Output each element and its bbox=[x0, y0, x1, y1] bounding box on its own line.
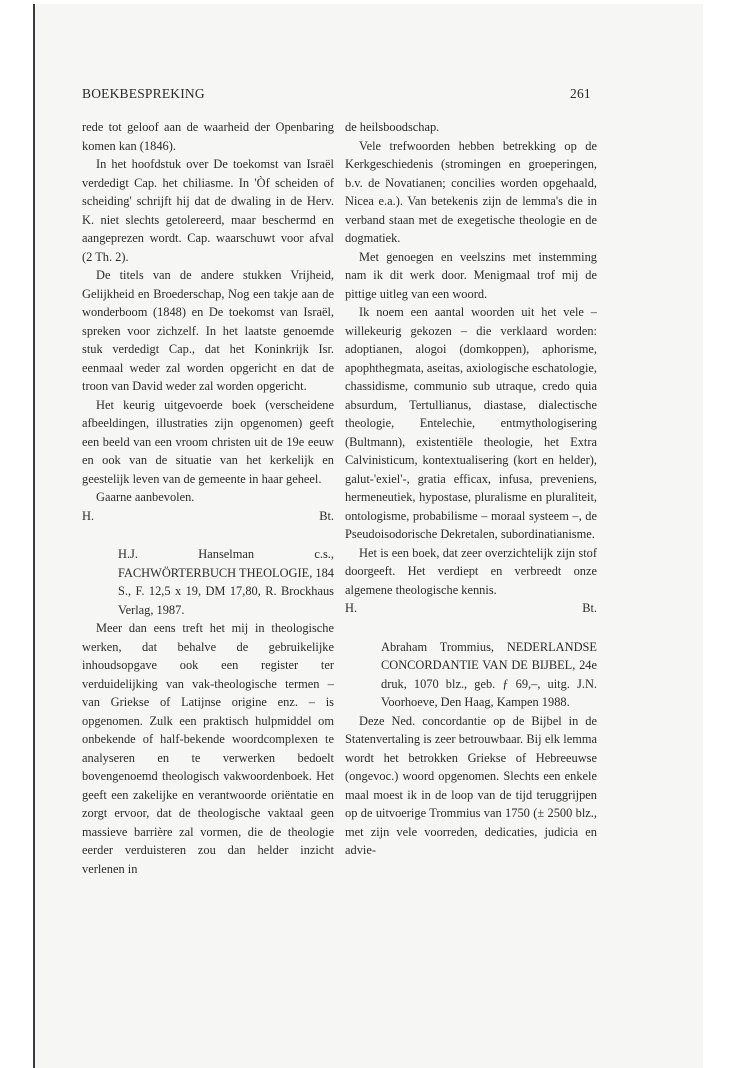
paragraph: de heilsboodschap. bbox=[345, 120, 440, 134]
paragraph: Meer dan eens treft het mij in theologische werken, dat behalve de gebruikelijke inhoudsopgave ook een register ter verduidelijking van vak-theologische termen – van Griekse of Latijnse origine enz. – is opgenomen. Zulk een praktisch hulpmiddel om onbekende of half-bekende woordcomplexen te analyseren en te verwerken bedoelt bovengenoemd theologisch vakwoordenboek. Het geeft een zakelijke en verantwoorde oriëntatie en zorgt ervoor, dat de theologische vaktaal geen massieve barrière zal vormen, die de theologie eerder verduisteren zou dan helder inzicht verlenen in bbox=[82, 621, 334, 876]
book-reference-text: Abraham Trommius, NEDERLANDSE CONCORDANTIE VAN DE BIJBEL, 24e druk, 1070 blz., geb. ƒ 69,–, uitg. J.N. Voorhoeve, Den Haag, Kampen 1988. bbox=[381, 639, 597, 709]
paragraph: De titels van de andere stukken Vrijheid, Gelijkheid en Broederschap, Nog een takje aan de wonderboom (1848) en De toekomst van Israël, spreken voor zichzelf. In het laatste genoemde stuk verdedigt Cap., dat het Koninkrijk Isr. eenmaal weder zal worden opgericht en dat de troon van David weder zal worden opgericht. bbox=[82, 268, 334, 393]
book-reference bbox=[118, 545, 334, 619]
book-reference bbox=[381, 638, 597, 712]
signature-line bbox=[82, 507, 334, 526]
running-header: BOEKBESPREKING bbox=[82, 86, 205, 101]
paragraph: Gaarne aanbevolen. bbox=[96, 490, 195, 504]
paragraph: Ik noem een aantal woorden uit het vele – willekeurig gekozen – die verklaard worden: adoptianen, alogoi (domkoppen), aphorisme, apophthegmata, aseitas, axiologische eschatologie, chassidisme, communio sub utraque, credo quia absurdum, Tertullianus, diastase, dialectische theologie, Entelechie, entmythologisering (Bultmann), existentiële theologie, het Extra Calvinisticum, kontextualisering (kort en helder), galut-'exiel'-, gratia efficax, infusa, preveniens, hermeneutiek, hypostase, pluralisme en pluraliteit, ontologisme, probabilisme – moraal systeem –, de Pseudoisodorische Dekretalen, subordinatianisme. bbox=[345, 305, 597, 541]
paragraph: Het keurig uitgevoerde boek (verscheidene afbeeldingen, illustraties zijn opgenomen) geeft een beeld van een vroom christen uit de 19e eeuw en ook van de situatie van het kerkelijk en geestelijk leven van de gemeente in haar geheel. bbox=[82, 397, 334, 486]
paragraph: Het is een boek, dat zeer overzichtelijk zijn stof doorgeeft. Het verdiept en verbreedt onze algemene theologische kennis. bbox=[345, 545, 597, 597]
paragraph: Met genoegen en veelszins met instemming nam ik dit werk door. Menigmaal trof mij de pittige uitleg van een woord. bbox=[345, 249, 597, 301]
signature-author: Bt. bbox=[319, 508, 334, 523]
scan-edge-line bbox=[33, 4, 35, 1068]
paragraph: rede tot geloof aan de waarheid der Openbaring komen kan (1846). bbox=[82, 120, 334, 153]
paragraph: In het hoofdstuk over De toekomst van Israël verdedigt Cap. het chiliasme. In 'Òf scheiden of scheiding' schrijft hij dat de dwaling in de Herv. K. niet slechts getolereerd, maar beschermd en aangeprezen wordt. Cap. waarschuwt voor afval (2 Th. 2). bbox=[82, 157, 334, 264]
signature-initial: H. bbox=[345, 601, 358, 615]
page-number: 261 bbox=[570, 86, 591, 101]
paragraph: Vele trefwoorden hebben betrekking op de Kerkgeschiedenis (stromingen en groeperingen, b.v. de Novatianen; concilies worden opgehaald, Nicea e.a.). Van betekenis zijn de lemma's die in verband staan met de exegetische theologie en de dogmatiek. bbox=[345, 138, 597, 245]
signature-author: Bt. bbox=[582, 601, 597, 615]
left-column bbox=[82, 118, 334, 878]
right-column bbox=[345, 118, 597, 860]
paragraph: Deze Ned. concordantie op de Bijbel in de Statenvertaling is zeer betrouwbaar. Bij elk lemma wordt het betrokken Griekse of Hebreeuwse (ongevoc.) woord opgenomen. Slechts een enkele maal moest ik in de loop van de tijd teruggrijpen op de uitvoerige Trommius van 1750 (± 2500 blz., met zijn vele voorreden, dedicaties, judicia en advie- bbox=[345, 713, 597, 857]
signature-line bbox=[345, 599, 597, 618]
signature-initial: H. bbox=[82, 508, 95, 523]
book-reference-text: H.J. Hanselman c.s., FACHWÖRTERBUCH THEOLOGIE, 184 S., F. 12,5 x 19, DM 17,80, R. Brockhaus Verlag, 1987. bbox=[118, 547, 334, 617]
